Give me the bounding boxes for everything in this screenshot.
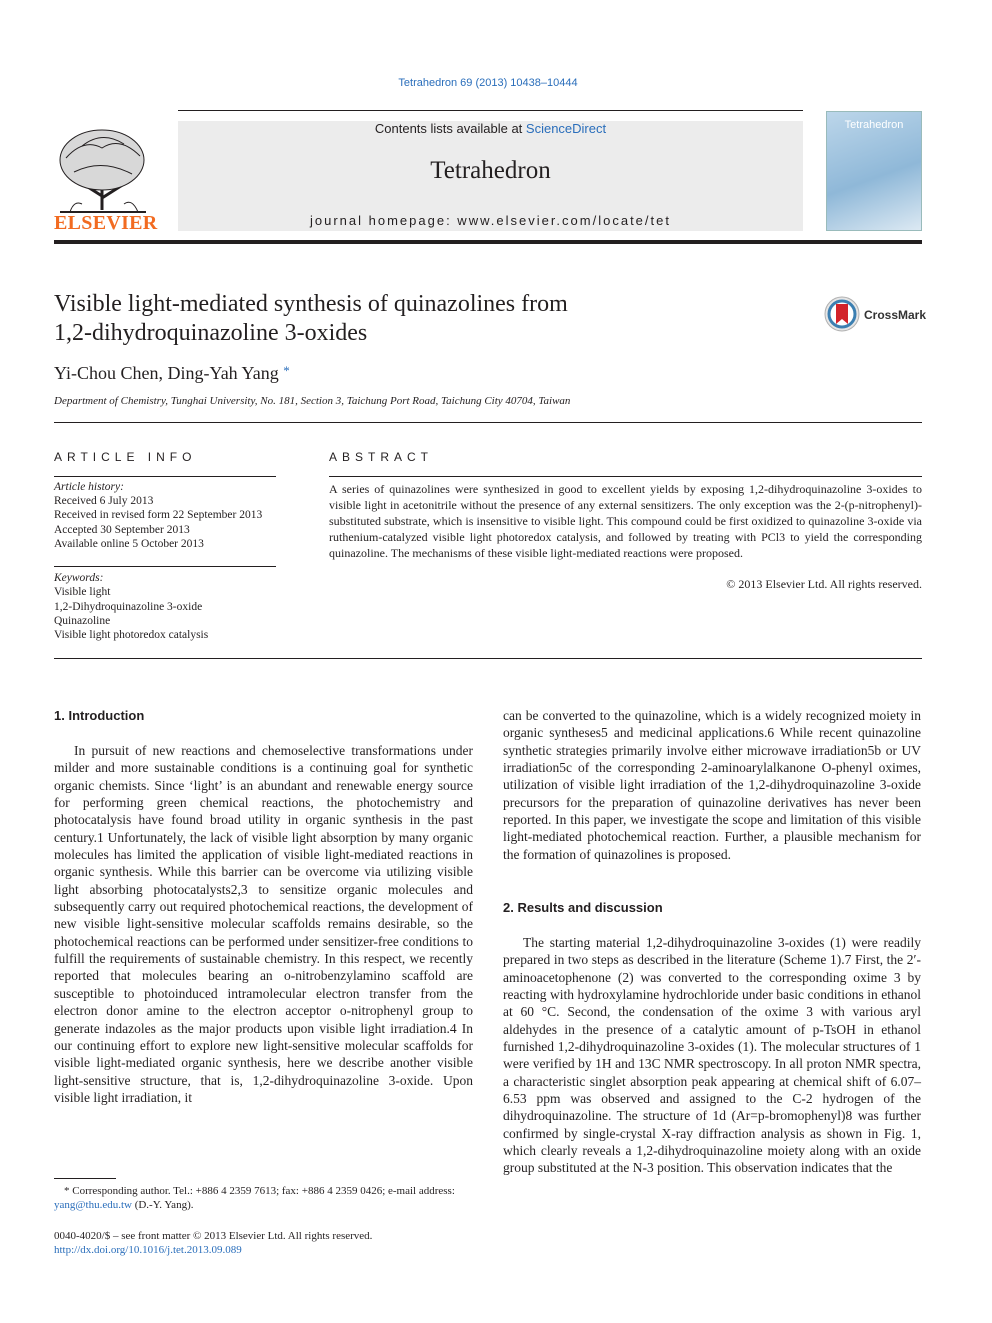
contents-line (178, 121, 803, 136)
section-heading-introduction: 1. Introduction (54, 708, 145, 723)
footnote-rule (54, 1178, 116, 1179)
history-label: Article history: (54, 481, 124, 493)
results-paragraph: The starting material 1,2-dihydroquinazoline 3-oxides (1) were readily prepared in two steps as described in the literature (Scheme 1).7 First, the 2′-aminoacetophenone (2) was converted to the corresponding oxime 3 by reacting with hydroxylamine hydrochloride under basic conditions in ethanol at 60 °C. Second, the condensation of the oxime 3 with various aryl aldehydes in the presence of a catalytic amount of p-TsOH in ethanol furnished 1,2-dihydroquinazoline 3-oxides (1). The molecular structures of 1 were verified by 1H and 13C NMR spectroscopy. In all proton NMR spectra, a characteristic singlet absorption peak appearing at chemical shift of 6.07–6.53 ppm was observed and assigned to the C-2 hydrogen of the dihydroquinazoline. The structure of 1d (Ar=p-bromophenyl)8 was further confirmed by single-crystal X-ray diffraction analysis as shown in Fig. 1, which clearly reveals a 1,2-dihydroquinazoline moiety along with an oxide group substituted at the N-3 position. This observation indicates that the (503, 935, 921, 1176)
journal-citation[interactable]: Tetrahedron 69 (2013) 10438–10444 (398, 77, 578, 89)
article-info-heading: ARTICLE INFO (54, 450, 197, 464)
elsevier-wordmark: ELSEVIER (54, 212, 158, 234)
journal-name: Tetrahedron (430, 157, 551, 184)
keyword-item: Visible light photoredox catalysis (54, 629, 209, 642)
header-thick-rule (54, 240, 922, 244)
section-heading-results: 2. Results and discussion (503, 900, 663, 915)
journal-homepage[interactable]: journal homepage: www.elsevier.com/locate/tet (310, 213, 671, 228)
divider-rule (54, 658, 922, 659)
info-rule (54, 476, 276, 477)
info-rule (54, 566, 276, 567)
issn-line: 0040-4020/$ – see front matter © 2013 Elsevier Ltd. All rights reserved. (54, 1230, 373, 1242)
cover-title: Tetrahedron (844, 119, 904, 131)
footnote-text: * Corresponding author. Tel.: +886 4 2359 7613; fax: +886 4 2359 0426; e-mail address: (64, 1185, 455, 1197)
history-item: Accepted 30 September 2013 (54, 523, 190, 536)
keyword-item: Visible light (54, 586, 111, 599)
abstract-rule (329, 476, 922, 477)
keyword-item: Quinazoline (54, 614, 111, 627)
authors-text: Yi-Chou Chen, Ding-Yah Yang (54, 363, 279, 383)
corresponding-author-footnote (54, 1184, 473, 1212)
sciencedirect-link[interactable]: ScienceDirect (525, 121, 607, 136)
history-item: Received 6 July 2013 (54, 495, 154, 508)
email-link[interactable]: yang@thu.edu.tw (54, 1199, 132, 1211)
title-line-2: 1,2-dihydroquinazoline 3-oxides (54, 320, 368, 346)
abstract-text: A series of quinazolines were synthesized in good to excellent yields by exposing 1,2-dihydroquinazoline 3-oxides to visible light in acetonitrile without the presence of any external sensitizers. The only exception was the 2-(p-nitrophenyl)-substituted substrate, which is insensitive to visible light. This compound could be first oxidized to quinazoline 3-oxide via ruthenium-catalyzed visible light photoredox catalysis, and followed by treating with PCl3 to yield the corresponding quinazoline. The mechanisms of these visible light-mediated reactions were proposed. (329, 482, 922, 560)
history-item: Available online 5 October 2013 (54, 537, 204, 550)
introduction-paragraph: In pursuit of new reactions and chemoselective transformations under milder and more sustainable conditions is a continuing goal for synthetic organic chemists. Since ‘light’ is an abundant and renewable energy source for performing green chemical reactions, the photochemistry and photocatalysis have found broad utility in organic synthesis in the past century.1 Unfortunately, the lack of visible light absorption by many organic molecules has limited the application of visible light-mediated reactions in organic synthesis. While this barrier can be overcome via utilizing visible light absorbing photocatalysts2,3 to sensitize organic molecules and subsequently carry out required photochemical reactions, the development of new visible light-sensitive molecular scaffolds remains desirable, so the photochemical reactions can be performed under sensitizer-free conditions to fulfill the requirements of sustainable chemistry. In this respect, we recently reported that molecules bearing an o-nitrobenzylamino scaffold are susceptible to photoinduced intramolecular electron transfer from the electron donor amine to the electron acceptor o-nitrophenyl group to generate indazoles as the major products upon visible light irradiation.4 In our continuing effort to explore new light-sensitive molecular scaffolds for visible light-mediated organic synthesis, here we describe another visible light-sensitive structure, that is, 1,2-dihydroquinazoline 3-oxide. Upon visible light irradiation, it (54, 743, 473, 1105)
keywords-label: Keywords: (54, 572, 104, 584)
corresponding-author-mark[interactable]: * (283, 363, 290, 378)
keywords (54, 571, 284, 642)
abstract-heading: ABSTRACT (329, 450, 434, 464)
footnote-suffix: (D.-Y. Yang). (131, 1199, 194, 1211)
history-item: Received in revised form 22 September 2013 (54, 509, 263, 522)
divider-rule (54, 422, 922, 423)
front-matter (54, 1229, 372, 1257)
contents-prefix: Contents lists available at (374, 121, 526, 136)
crossmark-icon[interactable] (824, 296, 860, 332)
author-list (54, 363, 290, 384)
abstract-copyright: © 2013 Elsevier Ltd. All rights reserved. (726, 577, 922, 591)
header-top-rule (178, 110, 803, 111)
article-history (54, 480, 284, 551)
crossmark-label[interactable]: CrossMark (864, 308, 927, 322)
article-title (54, 290, 754, 348)
affiliation: Department of Chemistry, Tunghai University, No. 181, Section 3, Taichung Port Road, Taichung City 40704, Taiwan (54, 395, 571, 407)
title-line-1: Visible light-mediated synthesis of quinazolines from (54, 291, 568, 317)
doi-link[interactable]: http://dx.doi.org/10.1016/j.tet.2013.09.089 (54, 1244, 242, 1256)
keyword-item: 1,2-Dihydroquinazoline 3-oxide (54, 600, 203, 613)
introduction-paragraph: can be converted to the quinazoline, which is a widely recognized moiety in organic syntheses5 and medicinal applications.6 While recent quinazoline synthetic strategies primarily involve either microwave irradiation5b or UV irradiation5c of the corresponding 2-aminoarylalkanone O-phenyl oximes, utilization of visible light irradiation of the 1,2-dihydroquinazoline 3-oxide precursors for the preparation of quinazoline derivatives has never been reported. In this paper, we investigate the scope and limitation of this visible light-mediated photochemical reaction. Further, a plausible mechanism for the formation of quinazolines is proposed. (503, 708, 921, 862)
